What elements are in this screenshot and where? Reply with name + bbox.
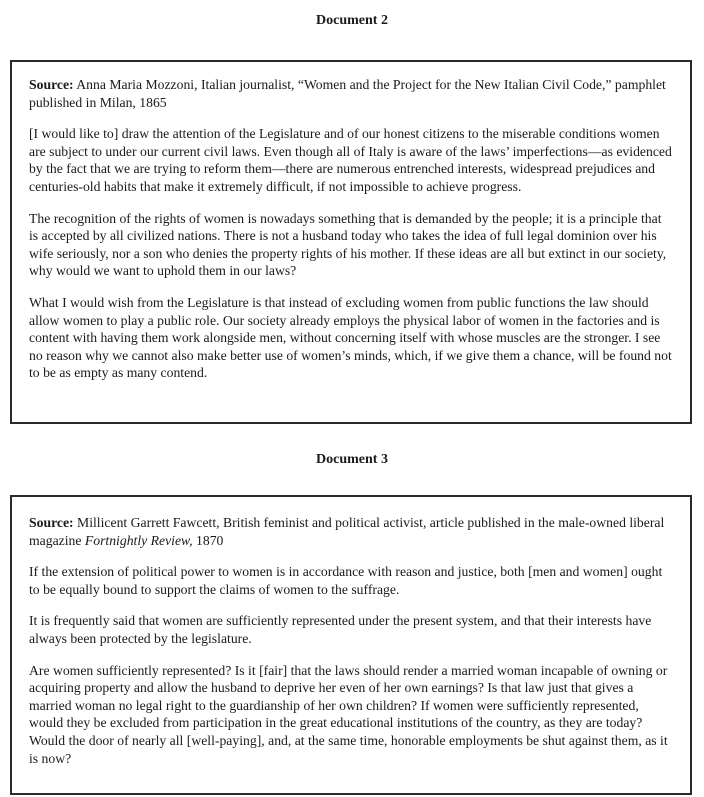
document-3-box [10,495,692,795]
source-label: Source: [29,77,74,92]
document-3-paragraph: It is frequently said that women are sufficiently represented under the present system, and that their interests have always been protected by the legislature. [29,613,652,646]
document-2-source [29,76,674,111]
document-2-paragraph: What I would wish from the Legislature is that instead of excluding women from public functions the law should allow women to play a public role. Our society already employs the physical labor of women in the factories and is content with having them work alongside men, without concerning itself with whose muscles are the stronger. I see no reason why we cannot also make better use of women’s minds, which, if we give them a chance, will be found not to be as empty as many contend. [29,294,672,381]
document-2-title: Document 2 [316,13,388,28]
document-3-title: Document 3 [316,452,388,467]
source-year: 1870 [192,532,224,548]
document-2-paragraph: The recognition of the rights of women is nowadays something that is demanded by the people; it is a principle that is accepted by all civilized nations. There is not a husband today who takes the idea of full legal dominion over his wife seriously, nor a son who denies the property rights of his mother. If these ideas are all but extinct in our society, why would we want to uphold them in our laws? [29,210,667,279]
source-citation: Millicent Garrett Fawcett, British feminist and political activist, article published in the male-owned liberal magazine [29,515,665,548]
document-3-paragraph: If the extension of political power to women is in accordance with reason and justice, both [men and women] ought to be equally bound to support the claims of women to the suffrage. [29,564,663,597]
source-label: Source: [29,515,74,530]
source-citation: Anna Maria Mozzoni, Italian journalist, “Women and the Project for the New Italian Civil Code,” pamphlet published in Milan, 1865 [29,77,666,110]
document-2-box [10,60,692,424]
document-2-paragraph: [I would like to] draw the attention of the Legislature and of our honest citizens to the miserable conditions women are subject to under our current civil laws. Even though all of Italy is aware of the laws’ imperfections—as evidenced by the fact that we are trying to reform them—there are numerous entrenched interests, widespread prejudices and centuries-old habits that make it extremely difficult, if not impossible to achieve progress. [29,126,672,194]
publication-title: Fortnightly Review, [84,532,193,548]
document-3-source [29,514,674,549]
document-3-paragraph: Are women sufficiently represented? Is it [fair] that the laws should render a married woman incapable of owning or acquiring property and allow the husband to deprive her even of her own earnings? Is that law just that gives a married woman no legal right to the guardianship of her own children? If women were sufficiently represented, would they be excluded from participation in the great educational institutions of the country, as they are today? Would the door of nearly all [well-paying], and, at the same time, honorable employments be shut against them, as it is now? [29,662,668,766]
